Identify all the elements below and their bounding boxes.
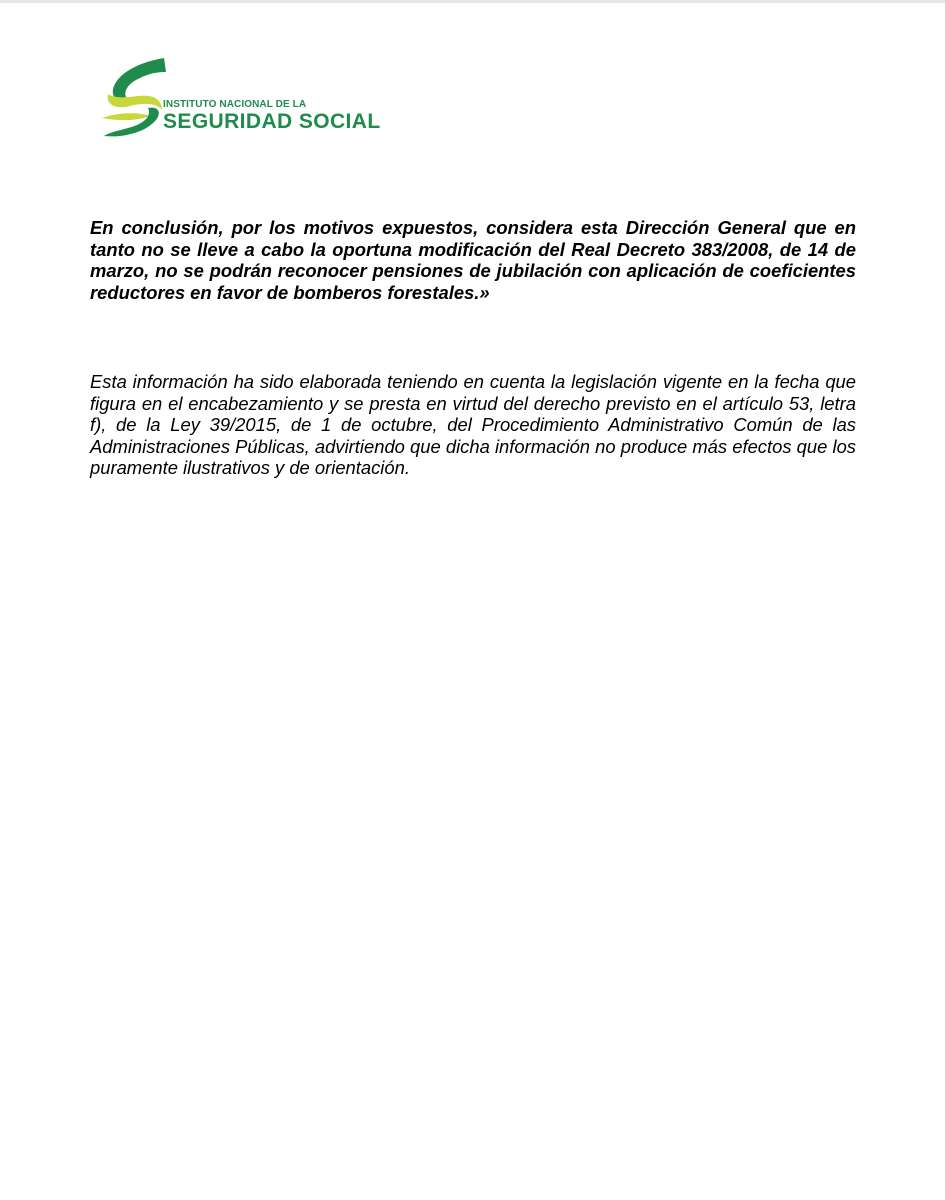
logo-line2: SEGURIDAD SOCIAL: [163, 110, 381, 133]
logo-emblem-icon: [100, 56, 170, 142]
conclusion-paragraph: En conclusión, por los motivos expuestos, considera esta Dirección General que en tanto no se lleve a cabo la oportuna modificación del Real Decreto 383/2008, de 14 de marzo, no se podrán reconocer pensiones de jubilación con aplicación de coeficientes reductores en favor de bomberos forestales.»: [90, 217, 856, 303]
logo-line1: INSTITUTO NACIONAL DE LA: [163, 99, 307, 110]
disclaimer-paragraph: Esta información ha sido elaborada teniendo en cuenta la legislación vigente en la fecha que figura en el encabezamiento y se presta en virtud del derecho previsto en el artículo 53, letra f), de la Ley 39/2015, de 1 de octubre, del Procedimiento Administrativo Común de las Administraciones Públicas, advirtiendo que dicha información no produce más efectos que los puramente ilustrativos y de orientación.: [90, 371, 856, 478]
page-top-border: [0, 0, 945, 3]
seguridad-social-logo: [100, 56, 380, 146]
